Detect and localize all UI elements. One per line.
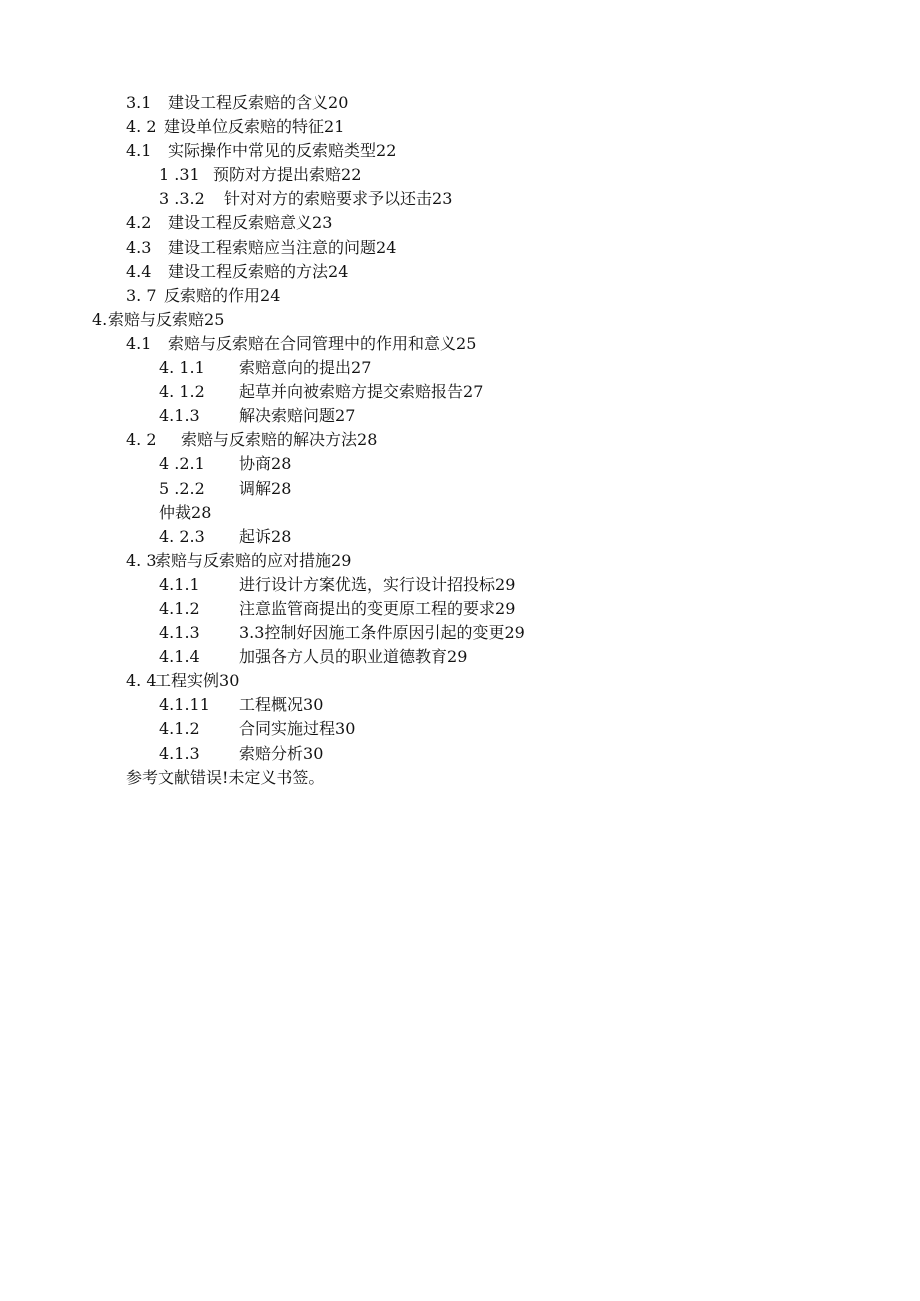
toc-page: 30 — [303, 695, 324, 715]
toc-number: 4. 1.1 — [159, 358, 205, 378]
toc-page: 25 — [204, 309, 225, 329]
toc-entry[interactable] — [0, 236, 920, 260]
toc-number: 4. 3 — [126, 550, 157, 570]
toc-entry[interactable] — [0, 428, 920, 452]
toc-number: 4.1.2 — [159, 719, 200, 739]
toc-title: 协商 — [239, 454, 272, 474]
toc-number: 4. — [92, 309, 108, 329]
toc-title: 3.3控制好因施工条件原因引起的变更 — [239, 623, 505, 643]
toc-page: 24 — [376, 237, 397, 257]
toc-entry[interactable] — [0, 332, 920, 356]
table-of-contents — [0, 91, 920, 790]
toc-page: 21 — [324, 117, 345, 137]
toc-page: 29 — [331, 550, 352, 570]
toc-page: 20 — [328, 93, 349, 112]
toc-page: 28 — [191, 502, 212, 522]
toc-title: 索赔与反索赔 — [108, 309, 205, 329]
toc-number: 4.1.1 — [159, 574, 200, 594]
toc-page: 27 — [335, 406, 356, 426]
toc-page: 29 — [495, 598, 516, 618]
toc-number: 4.1.3 — [159, 743, 200, 763]
toc-entry[interactable] — [0, 211, 920, 235]
toc-title: 仲裁 — [159, 502, 192, 522]
toc-title: 工程实例 — [155, 671, 220, 691]
toc-title: 起诉 — [239, 526, 272, 546]
toc-number: 4.1.11 — [159, 695, 210, 715]
toc-page: 24 — [328, 261, 349, 281]
toc-entry[interactable] — [0, 742, 920, 766]
toc-entry[interactable] — [0, 597, 920, 621]
toc-title: 建设单位反索赔的特征 — [164, 117, 325, 137]
toc-title: 索赔与反索赔的解决方法 — [181, 430, 358, 450]
toc-entry-references[interactable] — [0, 766, 920, 790]
toc-page: 28 — [271, 526, 292, 546]
toc-number: 3.1 — [126, 93, 157, 112]
toc-number: 4.3 — [126, 237, 157, 257]
toc-entry[interactable] — [0, 91, 920, 115]
toc-page: 29 — [504, 623, 525, 643]
toc-title: 调解 — [239, 478, 272, 498]
toc-title: 参考文献错误!未定义书签。 — [126, 767, 325, 787]
toc-entry[interactable] — [0, 356, 920, 380]
toc-title: 建设工程索赔应当注意的问题 — [168, 237, 377, 257]
toc-page: 27 — [463, 382, 484, 402]
toc-number: 4. 2 — [126, 430, 157, 450]
toc-number: 4. 4 — [126, 671, 157, 691]
toc-page: 30 — [219, 671, 240, 691]
toc-page: 29 — [447, 647, 468, 667]
toc-number: 4 .2.1 — [159, 454, 205, 474]
toc-page: 22 — [376, 141, 397, 161]
toc-page: 27 — [351, 358, 372, 378]
toc-page: 28 — [271, 478, 292, 498]
toc-title: 工程概况 — [239, 695, 304, 715]
toc-title: 建设工程反索赔的含义 — [168, 93, 329, 112]
toc-entry[interactable] — [0, 284, 920, 308]
toc-title: 加强各方人员的职业道德教育 — [239, 647, 448, 667]
toc-entry[interactable] — [0, 549, 920, 573]
toc-entry[interactable] — [0, 477, 920, 501]
toc-entry[interactable] — [0, 380, 920, 404]
toc-page: 25 — [456, 333, 477, 353]
toc-number: 1 .31 — [159, 165, 200, 185]
toc-number: 4.4 — [126, 261, 157, 281]
toc-entry[interactable] — [0, 525, 920, 549]
toc-entry[interactable] — [0, 308, 920, 332]
toc-number: 4.1.4 — [159, 647, 200, 667]
toc-entry[interactable] — [0, 139, 920, 163]
toc-page: 24 — [260, 285, 281, 305]
toc-page: 28 — [357, 430, 378, 450]
toc-number: 3. 7 — [126, 285, 157, 305]
toc-title: 起草并向被索赔方提交索赔报告 — [239, 382, 464, 402]
toc-title: 解决索赔问题 — [239, 406, 336, 426]
toc-title: 实际操作中常见的反索赔类型 — [168, 141, 377, 161]
toc-title: 合同实施过程 — [239, 719, 336, 739]
toc-number: 4.1.3 — [159, 623, 200, 643]
toc-page: 23 — [312, 213, 333, 233]
toc-number: 4. 2.3 — [159, 526, 205, 546]
toc-entry[interactable] — [0, 621, 920, 645]
toc-number: 4.1.3 — [159, 406, 200, 426]
toc-number: 4. 1.2 — [159, 382, 205, 402]
toc-number: 4.1.2 — [159, 598, 200, 618]
toc-title: 反索赔的作用 — [164, 285, 261, 305]
toc-page: 28 — [271, 454, 292, 474]
toc-entry[interactable] — [0, 115, 920, 139]
toc-title: 索赔分析 — [239, 743, 304, 763]
toc-title: 注意监管商提出的变更原工程的要求 — [239, 598, 496, 618]
toc-entry[interactable] — [0, 669, 920, 693]
toc-entry[interactable] — [0, 163, 920, 187]
toc-entry[interactable] — [0, 573, 920, 597]
toc-title: 预防对方提出索赔 — [213, 165, 342, 185]
toc-number: 4. 2 — [126, 117, 157, 137]
toc-page: 29 — [495, 574, 516, 594]
toc-entry[interactable] — [0, 404, 920, 428]
toc-entry[interactable] — [0, 187, 920, 211]
toc-entry[interactable] — [0, 501, 920, 525]
toc-title: 针对对方的索赔要求予以还击 — [224, 189, 433, 209]
toc-number: 5 .2.2 — [159, 478, 205, 498]
toc-page: 23 — [432, 189, 453, 209]
toc-title: 索赔意向的提出 — [239, 358, 352, 378]
toc-title: 索赔与反索赔的应对措施 — [155, 550, 332, 570]
toc-number: 4.1 — [126, 141, 157, 161]
toc-title: 进行设计方案优选，实行设计招投标 — [239, 574, 496, 594]
toc-title: 建设工程反索赔的方法 — [168, 261, 329, 281]
toc-page: 30 — [335, 719, 356, 739]
toc-entry[interactable] — [0, 693, 920, 717]
toc-number: 4.1 — [126, 333, 157, 353]
toc-number: 3 .3.2 — [159, 189, 205, 209]
toc-entry[interactable] — [0, 452, 920, 476]
toc-page: 22 — [341, 165, 362, 185]
toc-title: 建设工程反索赔意义 — [168, 213, 313, 233]
toc-number: 4.2 — [126, 213, 157, 233]
toc-entry[interactable] — [0, 260, 920, 284]
toc-page: 30 — [303, 743, 324, 763]
toc-entry[interactable] — [0, 645, 920, 669]
toc-entry[interactable] — [0, 717, 920, 741]
toc-title: 索赔与反索赔在合同管理中的作用和意义 — [168, 333, 457, 353]
